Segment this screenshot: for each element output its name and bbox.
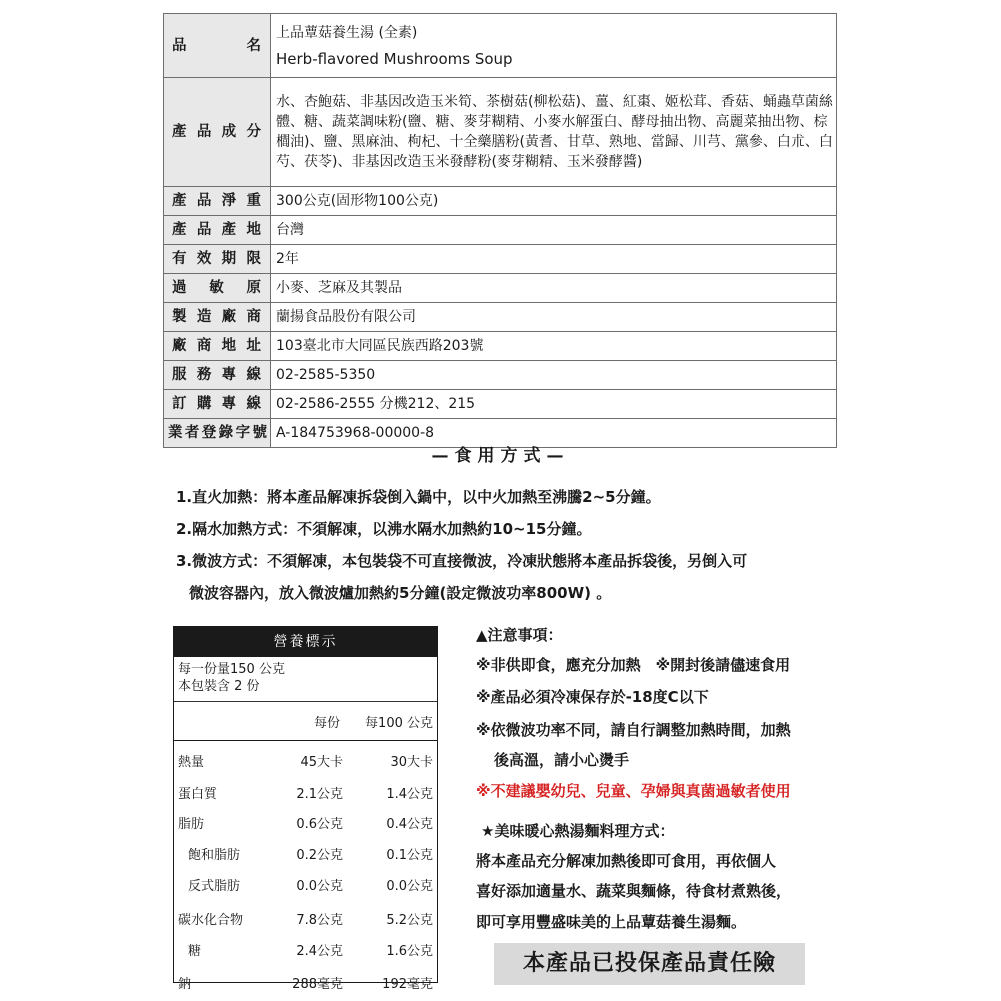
nutrient-per-serving: 0.6公克	[296, 817, 343, 832]
info-label-ingredients-text: 產 品 成 分	[172, 124, 261, 140]
info-value: 2年	[271, 245, 837, 274]
nutrient-per-100g: 192毫克	[382, 977, 433, 992]
recipe-line-2: 喜好添加適量水、蔬菜與麵條，待食材煮熟後，	[476, 882, 792, 900]
info-label-name-text: 品 名	[172, 37, 261, 54]
info-value: 300公克(固形物100公克)	[271, 187, 837, 216]
info-label-text: 訂 購 專 線	[172, 396, 261, 412]
info-label	[164, 187, 271, 216]
nutrient-per-100g: 30大卡	[390, 755, 433, 770]
usage-item-3-cont: 微波容器內，放入微波爐加熱約5分鐘(設定微波功率800W) 。	[189, 584, 612, 602]
nutrition-row	[174, 785, 437, 805]
notes-title: ▲注意事項：	[476, 626, 563, 644]
nutrition-row	[174, 911, 437, 931]
nutrient-per-100g: 1.6公克	[386, 944, 433, 959]
nutrition-row	[174, 942, 437, 962]
product-info-table	[163, 13, 837, 448]
info-row	[164, 332, 837, 361]
info-label-text: 產 品 淨 重	[172, 193, 261, 209]
nutrient-per-serving: 2.1公克	[296, 787, 343, 802]
nutrition-row	[174, 975, 437, 995]
nutrient-name: 糖	[188, 944, 202, 959]
info-value: A-184753968-00000-8	[271, 419, 837, 448]
info-row	[164, 274, 837, 303]
nutrition-facts	[173, 626, 438, 992]
info-value: 小麥、芝麻及其製品	[271, 274, 837, 303]
note-line-3-cont: 後高溫，請小心燙手	[494, 751, 630, 769]
nutrient-per-serving: 0.0公克	[296, 879, 343, 894]
info-label	[164, 390, 271, 419]
nutrient-per-100g: 0.0公克	[386, 879, 433, 894]
info-label	[164, 274, 271, 303]
nutrient-per-serving: 288毫克	[292, 977, 343, 992]
info-row	[164, 361, 837, 390]
note-line-1: ※非供即食，應充分加熱 ※開封後請儘速食用	[476, 656, 791, 674]
nutrient-name: 蛋白質	[178, 787, 218, 802]
usage-item-3: 3.微波方式：不須解凍，本包裝袋不可直接微波，冷凍狀態將本產品拆袋後，另倒入可	[176, 552, 748, 570]
nutrition-row	[174, 815, 437, 835]
info-value: 02-2586-2555 分機212、215	[271, 390, 837, 419]
note-line-2: ※產品必須冷凍保存於-18度C以下	[476, 688, 709, 706]
nutrient-name: 飽和脂肪	[188, 848, 241, 863]
info-value-name	[271, 14, 837, 78]
info-row	[164, 216, 837, 245]
nutrient-per-serving: 0.2公克	[296, 848, 343, 863]
nutrition-row	[174, 753, 437, 773]
servings-per-pack: 本包裝含 2 份	[178, 679, 260, 694]
info-row-name	[164, 14, 837, 78]
nutrient-per-100g: 0.4公克	[386, 817, 433, 832]
nutrient-per-100g: 1.4公克	[386, 787, 433, 802]
nutrient-per-serving: 2.4公克	[296, 944, 343, 959]
info-label	[164, 361, 271, 390]
info-value: 02-2585-5350	[271, 361, 837, 390]
insurance-banner: 本產品已投保產品責任險	[494, 943, 805, 985]
info-value: 蘭揚食品股份有限公司	[271, 303, 837, 332]
info-label	[164, 332, 271, 361]
recipe-line-3: 即可享用豐盛味美的上品蕈菇養生湯麵。	[476, 913, 747, 931]
info-value-ingredients: 水、杏鮑菇、非基因改造玉米筍、茶樹菇(柳松菇)、薑、紅棗、姬松茸、香菇、蛹蟲草菌絲體、糖、蔬菜調味粉(鹽、糖、麥芽糊精、小麥水解蛋白、酵母抽出物、高麗菜抽出物、棕櫚油)、鹽、黑麻油、枸杞、十全藥膳粉(黃耆、甘草、熟地、當歸、川芎、黨參、白朮、白芍、茯苓)、非基因改造玉米發酵粉(麥芽糊精、玉米發酵醬)	[271, 78, 837, 187]
nutrition-serving	[174, 657, 437, 702]
recipe-title: ★美味暖心熱湯麵料理方式：	[481, 822, 675, 840]
usage-item-1: 1.直火加熱：將本產品解凍拆袋倒入鍋中，以中火加熱至沸騰2~5分鐘。	[176, 488, 661, 506]
nutrient-name: 脂肪	[178, 817, 205, 832]
info-label-text: 業 者 登 錄 字 號	[168, 425, 267, 441]
note-line-3: ※依微波功率不同，請自行調整加熱時間，加熱	[476, 721, 791, 739]
info-label-text: 過 敏 原	[172, 280, 261, 296]
info-label-text: 製 造 廠 商	[172, 309, 261, 325]
recipe-line-1: 將本產品充分解凍加熱後即可食用，再依個人	[476, 852, 777, 870]
info-label-ingredients	[164, 78, 271, 187]
nutrition-row	[174, 846, 437, 866]
nutrient-name: 熱量	[178, 755, 205, 770]
info-label-text: 服 務 專 線	[172, 367, 261, 383]
product-name-zh: 上品蕈菇養生湯 (全素)	[276, 24, 418, 41]
info-label-text: 廠 商 地 址	[172, 338, 261, 354]
info-label	[164, 303, 271, 332]
info-value: 103臺北市大同區民族西路203號	[271, 332, 837, 361]
nutrient-per-serving: 45大卡	[300, 755, 343, 770]
info-row	[164, 303, 837, 332]
nutrition-title: 營養標示	[174, 627, 437, 657]
info-label-name	[164, 14, 271, 78]
info-label	[164, 216, 271, 245]
nutrition-column-header	[174, 702, 437, 741]
nutrient-name: 碳水化合物	[178, 913, 244, 928]
nutrition-row	[174, 877, 437, 897]
usage-list	[176, 481, 876, 609]
info-row-ingredients	[164, 78, 837, 187]
col-per-100g: 每100 公克	[365, 716, 433, 731]
info-value: 台灣	[271, 216, 837, 245]
nutrient-per-100g: 5.2公克	[386, 913, 433, 928]
usage-title: —食用方式—	[431, 446, 570, 466]
product-name-en: Herb-flavored Mushrooms Soup	[276, 49, 513, 68]
col-per-serving: 每份	[314, 716, 341, 731]
info-label-text: 有 效 期 限	[172, 251, 261, 267]
info-label-text: 產 品 產 地	[172, 222, 261, 238]
note-line-4-warning: ※不建議嬰幼兒、兒童、孕婦與真菌過敏者使用	[476, 782, 791, 800]
info-row	[164, 187, 837, 216]
info-row	[164, 245, 837, 274]
info-row	[164, 390, 837, 419]
usage-item-2: 2.隔水加熱方式：不須解凍，以沸水隔水加熱約10~15分鐘。	[176, 520, 592, 538]
nutrient-name: 鈉	[178, 977, 192, 992]
serving-size: 每一份量150 公克	[178, 662, 285, 677]
nutrient-name: 反式脂肪	[188, 879, 241, 894]
nutrient-per-100g: 0.1公克	[386, 848, 433, 863]
info-label	[164, 245, 271, 274]
nutrient-per-serving: 7.8公克	[296, 913, 343, 928]
